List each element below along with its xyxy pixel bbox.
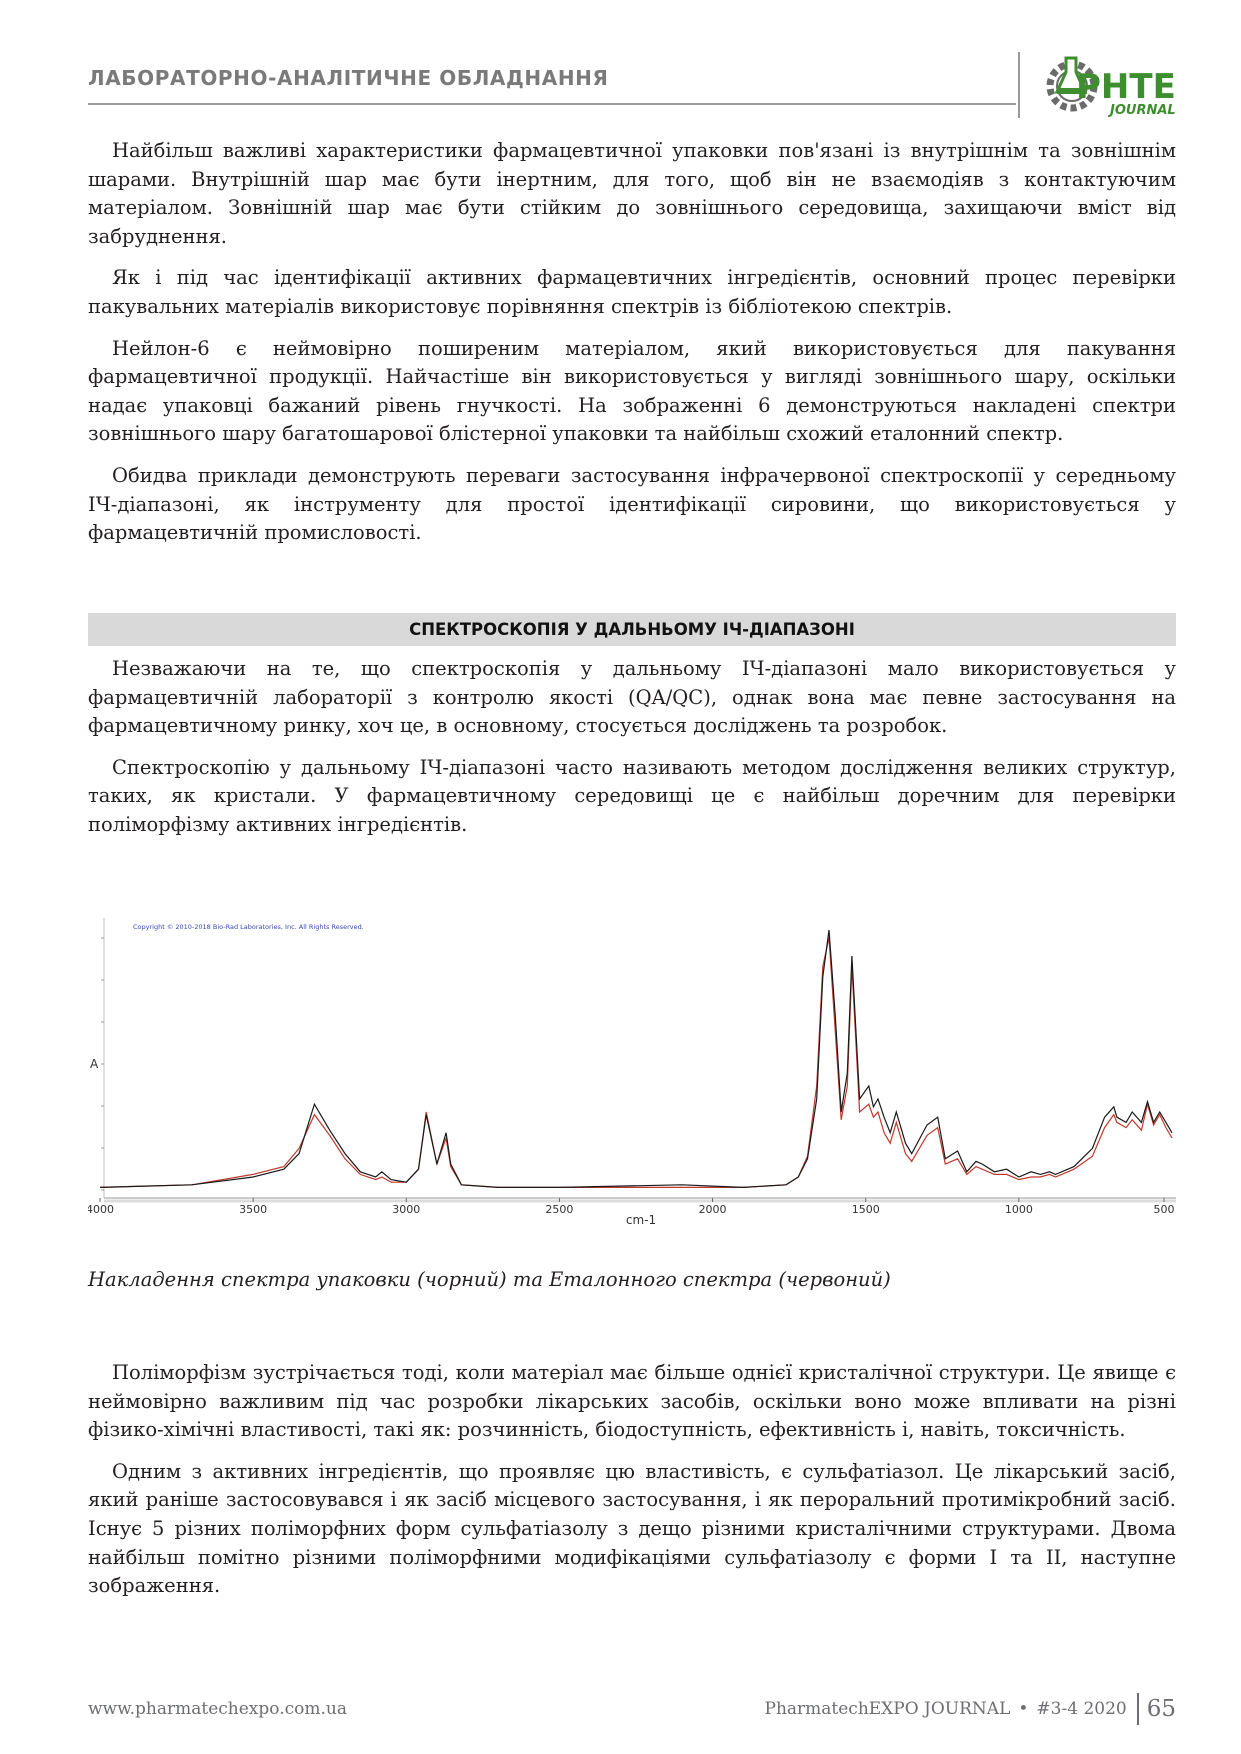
ir-spectrum-chart [88,918,1176,1228]
paragraph: Найбільш важливі характеристики фармацевтичної упаковки пов'язані із внутрішнім та зовнішнім шарами. Внутрішній шар має бути інертним, для того, щоб він не взаємодіяв з контактуючим матеріалом. Зовнішній шар має бути стійким до зовнішнього середовища, захищаючи вміст від забруднення. [88,139,1176,248]
footer-journal-info [765,1693,1177,1725]
flask-gear-icon [1046,48,1176,120]
x-axis-label: cm-1 [625,1213,657,1227]
section-heading-bar [88,613,1176,646]
footer-website: www.pharmatechexpo.com.ua [88,1699,347,1719]
spectrum-plot [88,918,1176,1228]
chart-copyright: Copyright © 2010-2018 Bio-Rad Laboratories, Inc. All Rights Reserved. [133,923,364,931]
x-tick-label: 3000 [392,1203,421,1216]
figure-caption: Накладення спектра упаковки (чорний) та Еталонного спектра (червоний) [88,1268,891,1291]
footer-journal-name: PharmatechEXPO JOURNAL [764,1699,1011,1719]
x-tick-label: 3500 [239,1203,268,1216]
footer-divider [1137,1693,1139,1725]
journal-logo [1046,48,1176,120]
page-number: 65 [1146,1696,1176,1722]
x-tick-label: 1000 [1004,1203,1033,1216]
paragraph: Поліморфізм зустрічається тоді, коли матеріал має більше однієї кристалічної структури. Це явище є неймовірно важливим під час розробки лікарських засобів, оскільки воно може впливати на різні фізико-хімічні властивості, такі як: розчинність, біодоступність, ефективність і, навіть, токсичність. [88,1361,1176,1442]
section-text-block [88,655,1176,853]
y-axis-label: A [90,1057,99,1071]
x-tick-label: 2500 [545,1203,574,1216]
x-tick-label: 4000 [88,1203,114,1216]
x-tick-label: 1500 [851,1203,880,1216]
x-tick-label: 500 [1153,1203,1175,1216]
paragraph: Спектроскопію у дальньому ІЧ-діапазоні часто називають методом дослідження великих структур, таких, як кристали. У фармацевтичному середовищі це є найбільш доречним для перевірки поліморфізму активних інгредієнтів. [88,755,1176,836]
svg-text:JOURNAL: JOURNAL [1110,103,1176,118]
footer-bullet: • [1018,1699,1029,1719]
header-vertical-divider [1018,52,1020,118]
paragraph: Незважаючи на те, що спектроскопія у дальньому ІЧ-діапазоні мало використовується у фармацевтичній лабораторії з контролю якості (QA/QC), однак вона має певне застосування на фармацевтичному ринку, хоч це, в основному, стосується досліджень та розробок. [88,657,1176,738]
section-heading: СПЕКТРОСКОПІЯ У ДАЛЬНЬОМУ ІЧ-ДІАПАЗОНІ [409,620,855,639]
footer-issue: #3-4 2020 [1036,1699,1127,1719]
intro-text-block [88,137,1176,561]
polymorphism-text-block [88,1359,1176,1614]
header-divider [88,103,1016,105]
running-header-title: ЛАБОРАТОРНО-АНАЛІТИЧНЕ ОБЛАДНАННЯ [88,66,609,90]
paragraph: Одним з активних інгредієнтів, що проявляє цю властивість, є сульфатіазол. Це лікарський засіб, який раніше застосовувався і як засіб місцевого застосування, і як пероральний протимікробний засіб. Існує 5 різних поліморфних форм сульфатіазолу з дещо різними кристалічними структурами. Двома найбільш помітно різними поліморфними модифікаціями сульфатіазолу є форми I та II, наступне зображення. [88,1459,1176,1598]
paragraph: Обидва приклади демонструють переваги застосування інфрачервоної спектроскопії у середньому ІЧ-діапазоні, як інструменту для простої ідентифікації сировини, що використовується у фармацевтичній промисловості. [88,463,1176,545]
paragraph: Як і під час ідентифікації активних фармацевтичних інгредієнтів, основний процес перевірки пакувальних матеріалів використовує порівняння спектрів із бібліотекою спектрів. [88,266,1176,318]
x-tick-label: 2000 [698,1203,727,1216]
paragraph: Нейлон-6 є неймовірно поширеним матеріалом, який використовується для пакування фармацевтичної продукції. Найчастіше він використовується у вигляді зовнішнього шару, оскільки надає упаковці бажаний рівень гнучкості. На зображенні 6 демонструються накладені спектри зовнішнього шару багатошарової блістерної упаковки та найбільш схожий еталонний спектр. [88,336,1176,446]
svg-text:PHTE: PHTE [1076,67,1176,107]
